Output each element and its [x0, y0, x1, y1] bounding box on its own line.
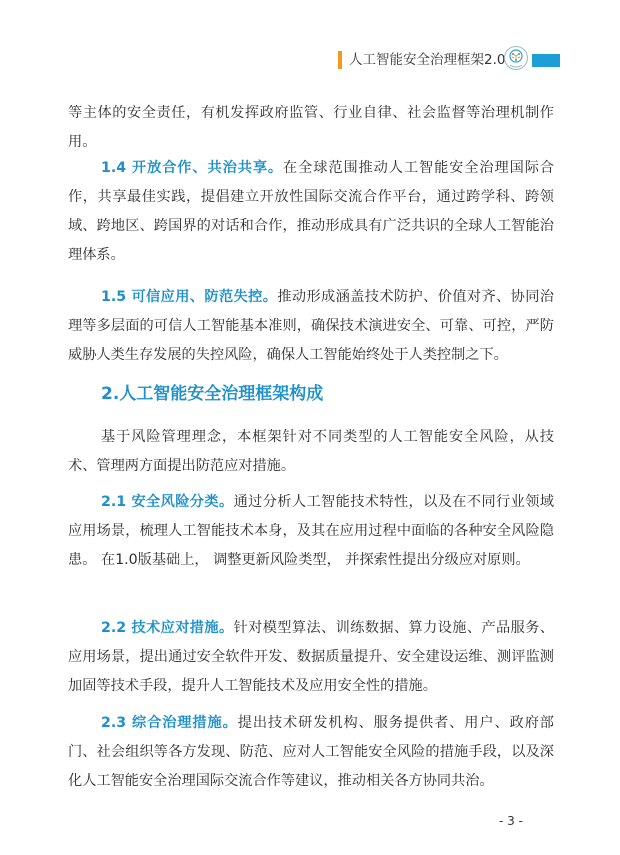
principle-text: 在全球范围推动人工智能安全治理国际合作，共享最佳实践，提倡建立开放性国际交流合作平台，通过跨学科、跨领域、跨地区、跨国界的对话和合作，推动形成具有广泛共识的全球人工智能治理体系。: [68, 160, 554, 263]
section-2-intro: 基于风险管理理念，本框架针对不同类型的人工智能安全风险，从技术、管理两方面提出防范应对措施。: [68, 429, 554, 474]
item-text: 针对模型算法、训练数据、算力设施、产品服务、应用场景，提出通过安全软件开发、数据质量提升、安全建设运维、测评监测加固等技术手段，提升人工智能技术及应用安全性的措施。: [68, 620, 554, 694]
header-title: 人工智能安全治理框架2.0: [349, 52, 506, 68]
ai-brain-circuit-icon: [503, 45, 529, 71]
item-heading: 2.3 综合治理措施。: [101, 715, 238, 731]
principle-1-4: [68, 154, 554, 270]
principle-text: 推动形成涵盖技术防护、价值对齐、协同治理等多层面的可信人工智能基本准则，确保技术演进安全、可靠、可控，严防威胁人类生存发展的失控风险，确保人工智能始终处于人类控制之下。: [68, 289, 554, 363]
header-accent-bar: [338, 51, 342, 69]
item-heading: 2.2 技术应对措施。: [101, 620, 234, 636]
section-2-heading: 2.人工智能安全治理框架构成: [101, 384, 324, 404]
principle-heading: 1.5 可信应用、防范失控。: [101, 289, 278, 305]
principle-heading: 1.4 开放合作、共治共享。: [101, 160, 284, 176]
item-heading: 2.1 安全风险分类。: [101, 494, 234, 510]
item-2-3: [68, 709, 554, 796]
paragraph-continuation: 等主体的安全责任，有机发挥政府监管、行业自律、社会监督等治理机制作用。: [68, 105, 554, 150]
item-2-2: [68, 614, 554, 701]
item-text: 通过分析人工智能技术特性，以及在不同行业领域应用场景，梳理人工智能技术本身，及其在应用过程中面临的各种安全风险隐患。 在1.0版基础上， 调整更新风险类型， 并探索性提出分级应对原则。: [68, 494, 554, 568]
item-text: 提出技术研发机构、服务提供者、用户、政府部门、社会组织等各方发现、防范、应对人工智能安全风险的措施手段，以及深化人工智能安全治理国际交流合作等建议，推动相关各方协同共治。: [68, 715, 554, 789]
header-color-block: [532, 54, 560, 67]
item-2-1: [68, 488, 554, 575]
principle-1-5: [68, 283, 554, 370]
page-header: [0, 0, 620, 90]
